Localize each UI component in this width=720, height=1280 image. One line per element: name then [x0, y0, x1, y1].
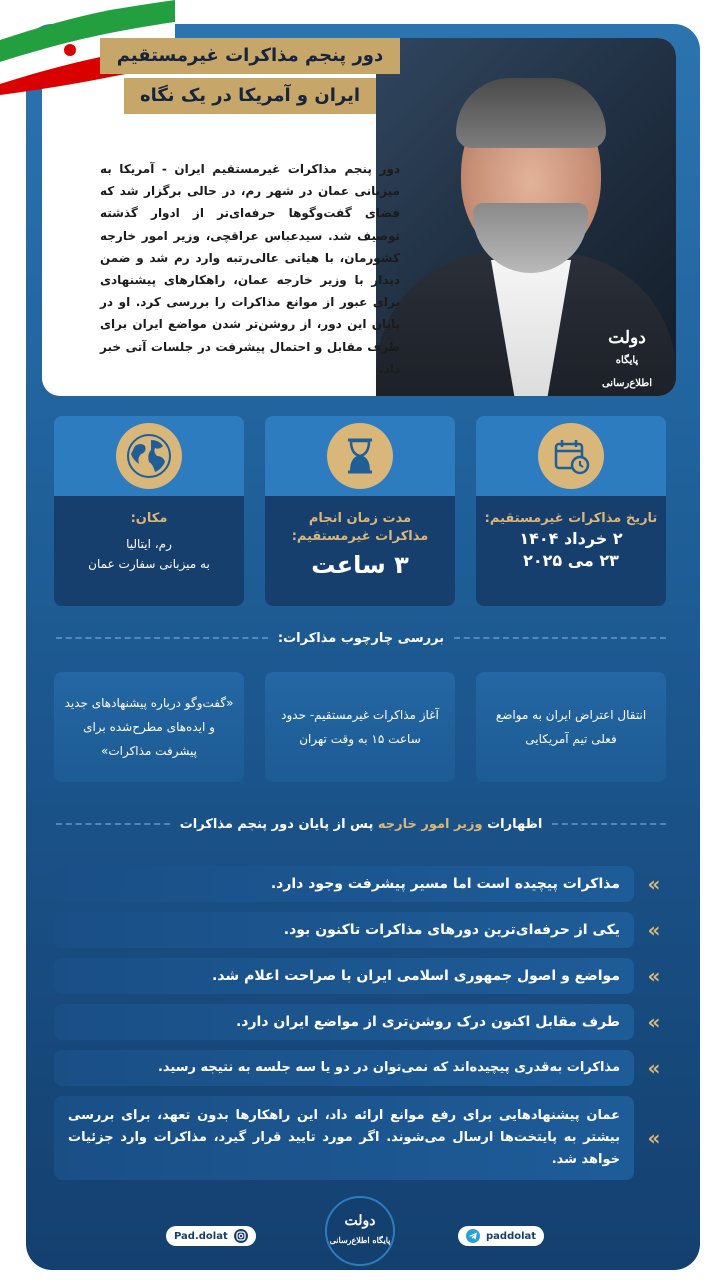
duration-label: مدت زمان انجام مذاکرات غیرمستقیم:: [291, 511, 429, 544]
title-line-2: ایران و آمریکا در یک نگاه: [124, 78, 376, 114]
date-value-gregorian: ۲۳ می ۲۰۲۵: [523, 551, 619, 570]
framework-item-1-text: انتقال اعتراض ایران به مواضع فعلی تیم آمریکایی: [495, 708, 647, 746]
framework-item-1: [476, 672, 666, 782]
framework-item-2-text: آغاز مذاکرات غیرمستقیم- حدود ساعت ۱۵ به وقت تهران: [281, 708, 439, 746]
person-hair: [456, 78, 606, 148]
statement-row: [54, 1096, 634, 1180]
place-icon-tile: [54, 416, 244, 496]
instagram-icon: [234, 1229, 248, 1243]
statement-text-3: مواضع و اصول جمهوری اسلامی ایران با صراحت اعلام شد.: [212, 968, 620, 984]
chevron-double-left-icon: «: [647, 1056, 661, 1080]
chevron-double-left-icon: «: [647, 964, 661, 988]
telegram-handle[interactable]: [458, 1226, 544, 1246]
instagram-handle-text: Pad.dolat: [174, 1230, 228, 1242]
statement-text-4: طرف مقابل اکنون درک روشن‌تری از مواضع ایران دارد.: [235, 1014, 620, 1030]
brand-logo-line1: دولت: [608, 328, 646, 348]
statement-text-5: مذاکرات به‌قدری پیچیده‌اند که نمی‌توان در دو یا سه جلسه به نتیجه رسید.: [157, 1060, 620, 1075]
hourglass-icon: [327, 423, 393, 489]
date-value-solar: ۲ خرداد ۱۴۰۴: [519, 529, 623, 548]
statement-row: [54, 912, 634, 948]
telegram-handle-text: paddolat: [486, 1230, 537, 1242]
title-line-1: دور پنجم مذاکرات غیرمستقیم: [100, 38, 400, 74]
telegram-icon: [466, 1229, 480, 1243]
globe-icon: [116, 423, 182, 489]
chevron-double-left-icon: «: [647, 872, 661, 896]
page-title: [100, 38, 400, 118]
statement-text-2: یکی از حرفه‌ای‌ترین دورهای مذاکرات تاکنون بود.: [283, 922, 620, 938]
chevron-double-left-icon: «: [647, 1010, 661, 1034]
place-label: مکان:: [130, 511, 168, 526]
footer-brand-logo: [325, 1196, 395, 1266]
place-value-host: به میزبانی سفارت عمان: [88, 557, 210, 571]
intro-text: دور پنجم مذاکرات غیرمستقیم ایران - آمریکا به میزبانی عمان در شهر رم، در حالی برگزار شد که فضای گفت‌وگوها حرفه‌ای‌تر از ادوار گذشته توصیف شد. سیدعباس عراقچی، وزیر امور خارجه کشورمان، با هیاتی عالی‌رتبه وارد رم شد و ضمن دیدار با وزیر خارجه عمان، راهکارهای پیشنهادی برای عبور از موانع مذاکرات را بررسی کرد. او در پایان این دور، از روشن‌تر شدن مواضع ایران برای طرف مقابل و احتمال پیشرفت در جلسات آتی خبر داد.: [100, 162, 400, 376]
instagram-handle[interactable]: [166, 1226, 256, 1246]
duration-value: ۳ ساعت: [311, 551, 409, 579]
framework-item-3: [54, 672, 244, 782]
chevron-double-left-icon: «: [647, 1126, 661, 1150]
statements-heading-text: اظهارات وزیر امور خارجه پس از پایان دور پنجم مذاکرات: [179, 816, 543, 832]
footer-logo-line2: پایگاه اطلاع‌رسانی: [329, 1235, 391, 1245]
date-label: تاریخ مذاکرات غیرمستقیم:: [484, 511, 658, 526]
statement-row: [54, 1050, 634, 1086]
brand-logo: [594, 328, 660, 394]
statement-text-6: عمان پیشنهادهایی برای رفع موانع ارائه داد، این راهکارها بدون تعهد، برای بررسی بیشتر به پایتخت‌ها ارسال می‌شوند. اگر مورد تایید قرار گیرد، مذاکرات وارد جزئیات خواهد شد.: [68, 1108, 620, 1167]
statement-row: [54, 1004, 634, 1040]
framework-heading-text: بررسی چارچوب مذاکرات:: [277, 630, 445, 646]
place-value-city: رم، ایتالیا: [126, 537, 172, 551]
duration-icon-tile: [265, 416, 455, 496]
framework-item-2: [265, 672, 455, 782]
chevron-double-left-icon: «: [647, 918, 661, 942]
statements-heading-gold: وزیر امور خارجه: [377, 816, 483, 832]
minister-photo: [376, 38, 676, 396]
statement-row: [54, 866, 634, 902]
date-card: [476, 496, 666, 606]
calendar-icon: [538, 423, 604, 489]
footer-logo-line1: دولت: [344, 1213, 376, 1229]
framework-item-3-text: «گفت‌وگو درباره پیشنهادهای جدید و ایده‌های مطرح‌شده برای پیشرفت مذاکرات»: [64, 696, 234, 758]
statements-heading: [56, 814, 666, 834]
place-card: [54, 496, 244, 606]
statement-text-1: مذاکرات پیچیده است اما مسیر پیشرفت وجود دارد.: [270, 876, 620, 892]
date-icon-tile: [476, 416, 666, 496]
framework-heading: [56, 628, 666, 648]
duration-card: [265, 496, 455, 606]
statement-row: [54, 958, 634, 994]
brand-logo-line2: پایگاه اطلاع‌رسانی: [601, 355, 653, 389]
